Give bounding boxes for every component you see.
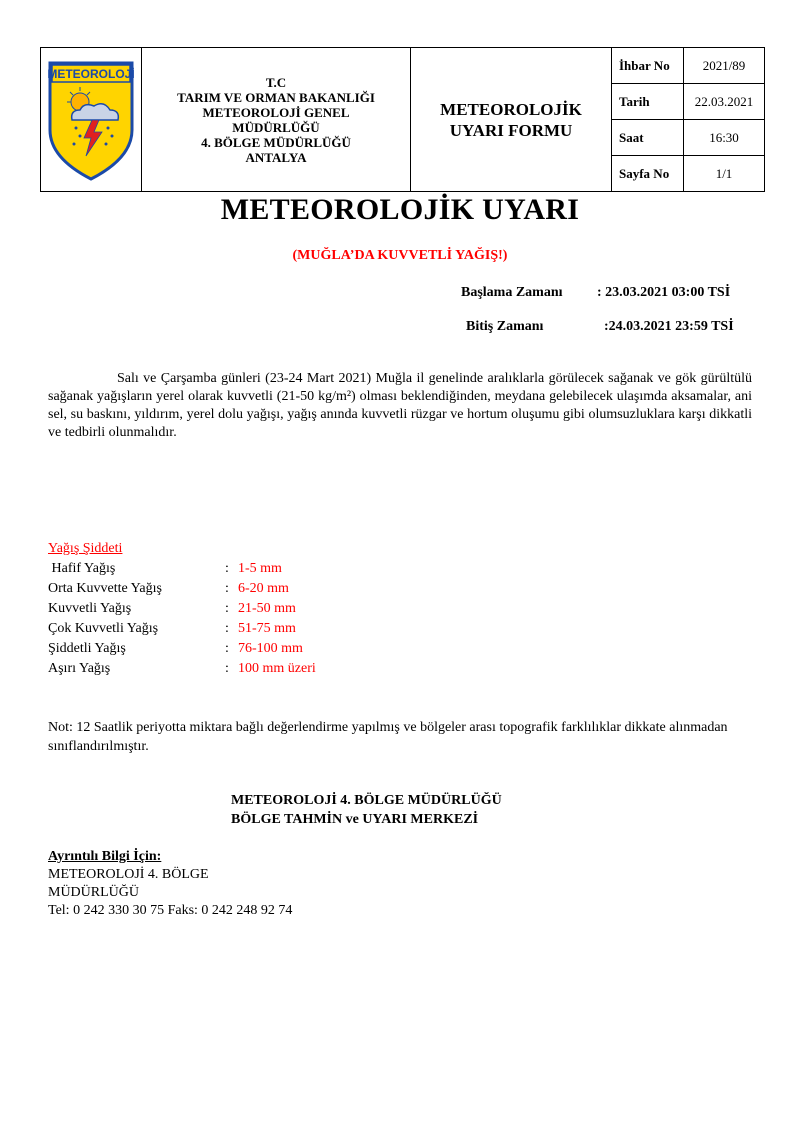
field-label-saat: Saat xyxy=(612,120,684,156)
field-label-sayfa-no: Sayfa No xyxy=(612,156,684,192)
severity-value: 51-75 mm xyxy=(238,621,296,636)
field-value-saat: 16:30 xyxy=(684,120,765,156)
severity-colon: : xyxy=(225,661,229,676)
severity-value: 100 mm üzeri xyxy=(238,661,316,676)
contact-heading: Ayrıntılı Bilgi İçin: xyxy=(48,849,162,864)
org-line: T.C xyxy=(265,74,287,90)
meteoroloji-logo xyxy=(46,60,136,180)
meteoroloji-shield-icon xyxy=(46,60,136,182)
severity-name: Orta Kuvvette Yağış xyxy=(48,581,162,596)
severity-name: Çok Kuvvetli Yağış xyxy=(48,621,159,636)
severity-colon: : xyxy=(225,621,229,636)
severity-name: Şiddetli Yağış xyxy=(48,641,126,656)
field-value-tarih: 22.03.2021 xyxy=(684,84,765,120)
page-title: METEOROLOJİK UYARI xyxy=(220,193,580,226)
end-time-label: Bitiş Zamanı xyxy=(466,319,544,334)
signature-line: METEOROLOJİ 4. BÖLGE MÜDÜRLÜĞÜ xyxy=(231,793,502,808)
logo-text: METEOROLOJİ xyxy=(47,66,135,81)
end-time-value: :24.03.2021 23:59 TSİ xyxy=(604,319,734,334)
org-line: ANTALYA xyxy=(245,149,307,165)
form-title-block xyxy=(411,48,612,192)
severity-name: Aşırı Yağış xyxy=(48,661,111,676)
start-time-value: : 23.03.2021 03:00 TSİ xyxy=(597,285,731,300)
severity-value: 1-5 mm xyxy=(238,561,282,576)
severity-value: 21-50 mm xyxy=(238,601,296,616)
severity-name: Kuvvetli Yağış xyxy=(48,601,132,616)
signature-block xyxy=(231,791,502,829)
field-label-ihbar-no: İhbar No xyxy=(612,48,684,84)
form-title-line: UYARI FORMU xyxy=(449,120,573,140)
form-title-line: METEOROLOJİK xyxy=(440,99,582,119)
start-time-label: Başlama Zamanı xyxy=(461,285,563,300)
classification-note: Not: 12 Saatlik periyotta miktara bağlı değerlendirme yapılmış ve bölgeler arası topografik farklılıklar dikkate alınmadan sınıflandırılmıştır. xyxy=(48,720,728,754)
field-value-sayfa-no: 1/1 xyxy=(684,156,765,192)
severity-colon: : xyxy=(225,561,229,576)
severity-colon: : xyxy=(225,581,229,596)
field-value-ihbar-no: 2021/89 xyxy=(684,48,765,84)
severity-colon: : xyxy=(225,641,229,656)
severity-colon: : xyxy=(225,601,229,616)
severity-value: 76-100 mm xyxy=(238,641,303,656)
org-line: TARIM VE ORMAN BAKANLIĞI xyxy=(177,89,375,105)
logo-cell xyxy=(41,48,142,192)
org-line: 4. BÖLGE MÜDÜRLÜĞÜ xyxy=(201,134,351,150)
severity-value: 6-20 mm xyxy=(238,581,289,596)
field-label-tarih: Tarih xyxy=(612,84,684,120)
contact-line: METEOROLOJİ 4. BÖLGE xyxy=(48,867,209,882)
warning-body xyxy=(48,370,752,442)
header-table xyxy=(40,47,765,192)
severity-heading: Yağış Şiddeti xyxy=(48,541,123,556)
contact-line: MÜDÜRLÜĞÜ xyxy=(48,885,139,900)
contact-phone-fax: Tel: 0 242 330 30 75 Faks: 0 242 248 92 74 xyxy=(48,903,293,918)
warning-paragraph: Salı ve Çarşamba günleri (23-24 Mart 2021) Muğla il genelinde aralıklarla görülecek sağanak ve gök gürültülü sağanak yağışların yerel olarak kuvvetli (21-50 kg/m²) olması beklendiğinden, meydana gelebilecek ulaşımda aksamalar, ani sel, su baskını, yıldırım, yerel dolu yağışı, yağış anında kuvvetli rüzgar ve hortum oluşumu gibi olumsuzluklara karşı dikkatli ve tedbirli olunmalıdır. xyxy=(48,371,752,440)
org-line: MÜDÜRLÜĞÜ xyxy=(232,119,320,135)
signature-line: BÖLGE TAHMİN ve UYARI MERKEZİ xyxy=(231,812,479,827)
org-line: METEOROLOJİ GENEL xyxy=(202,104,350,120)
severity-name: Hafif Yağış xyxy=(48,561,116,576)
warning-subtitle: (MUĞLA’DA KUVVETLİ YAĞIŞ!) xyxy=(292,248,508,263)
contact-block xyxy=(48,848,292,920)
organization-block xyxy=(142,48,411,192)
